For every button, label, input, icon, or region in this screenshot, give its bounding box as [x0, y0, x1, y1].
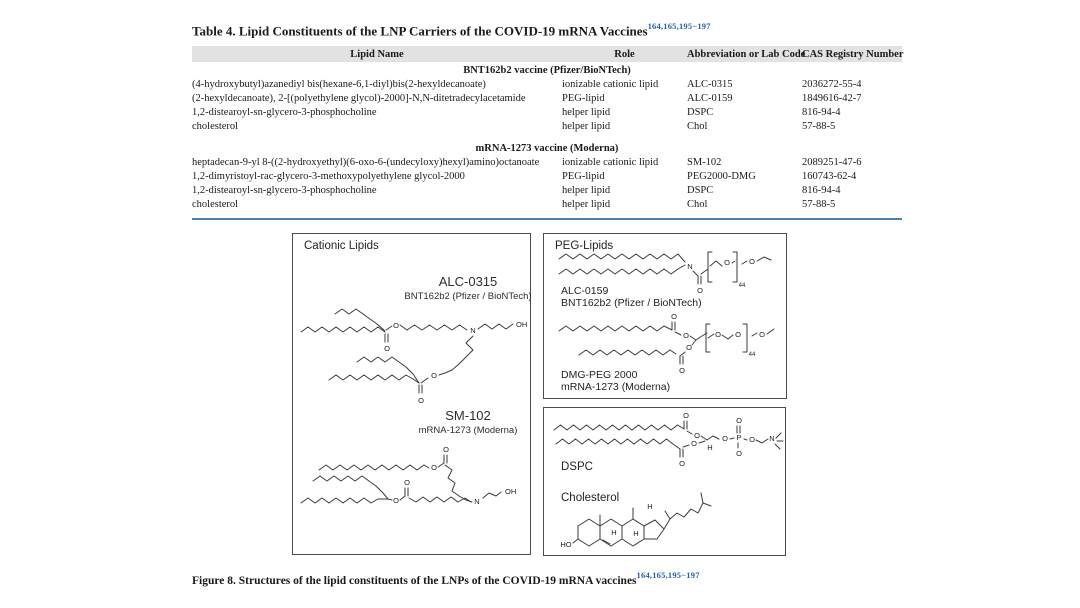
helper-lipids-box	[543, 407, 786, 556]
cell-cas: 1849616-42-7	[802, 93, 862, 104]
alc-0315-skeleton	[301, 309, 527, 405]
cell-abbr: DSPC	[687, 107, 714, 118]
cell-abbr: DSPC	[687, 185, 714, 196]
column-header-role: Role	[614, 48, 635, 60]
cell-cas: 2089251-47-6	[802, 157, 862, 168]
helper-lipids-structures-drawing	[544, 408, 787, 557]
atom-N: N	[769, 434, 775, 443]
atom-N: N	[474, 497, 480, 506]
sm-102-vaccine-label: mRNA-1273 (Moderna)	[418, 425, 518, 436]
atom-O: O	[679, 459, 685, 468]
section-header-bnt162b2: BNT162b2 vaccine (Pfizer/BioNTech)	[463, 65, 631, 76]
atom-O: O	[735, 330, 741, 339]
cell-cas: 57-88-5	[802, 199, 836, 210]
table-row	[192, 184, 902, 198]
cell-cas: 57-88-5	[802, 121, 836, 132]
atom-O: O	[443, 445, 449, 454]
peg-lipids-box-label: PEG-Lipids	[555, 240, 614, 252]
atom-O: O	[683, 411, 689, 420]
cell-abbr: PEG2000-DMG	[687, 171, 756, 182]
cationic-lipids-box-label: Cationic Lipids	[304, 240, 379, 252]
atom-O: O	[686, 343, 692, 352]
atom-O: O	[431, 371, 437, 380]
cell-role: PEG-lipid	[562, 171, 605, 182]
dspc-skeleton	[554, 411, 783, 468]
atom-O: O	[759, 330, 765, 339]
cell-role: helper lipid	[562, 199, 611, 210]
alc-0159-title: ALC-0159	[561, 285, 609, 297]
table-row	[192, 198, 902, 212]
atom-O: O	[691, 439, 697, 448]
atom-O: O	[736, 449, 742, 458]
sm-102-skeleton	[301, 445, 516, 506]
alc-0315-structure-drawing	[293, 306, 532, 416]
dmg-peg-2000-title: DMG-PEG 2000	[561, 369, 638, 381]
atom-OH: OH	[516, 320, 528, 329]
cell-abbr: Chol	[687, 121, 708, 132]
cell-cas: 160743-62-4	[802, 171, 857, 182]
atom-O: O	[736, 416, 742, 425]
atom-O: O	[393, 496, 399, 505]
atom-O: O	[418, 396, 424, 405]
cell-lipid-name: cholesterol	[192, 121, 239, 132]
cell-role: ionizable cationic lipid	[562, 79, 659, 90]
cell-cas: 816-94-4	[802, 107, 841, 118]
atom-N: N	[687, 262, 693, 271]
sm-102-title: SM-102	[445, 408, 491, 423]
atom-O: O	[679, 366, 685, 375]
table-title	[192, 22, 932, 39]
figure-reference-superscript: 164,165,195−197	[636, 570, 700, 580]
alc-0159-vaccine-label: BNT162b2 (Pfizer / BioNTech)	[561, 297, 702, 309]
atom-H: H	[707, 443, 713, 452]
atom-O: O	[724, 258, 730, 267]
atom-O: O	[715, 330, 721, 339]
table-reference-superscript: 164,165,195−197	[647, 21, 711, 31]
table-row	[192, 170, 902, 184]
atom-O: O	[384, 344, 390, 353]
table-row	[192, 106, 902, 120]
cell-lipid-name: (2-hexyldecanoate), 2-[(polyethylene glycol)-2000]-N,N-ditetradecylacetamide	[192, 93, 526, 104]
cationic-lipids-box	[292, 233, 531, 555]
atom-OH: OH	[505, 487, 517, 496]
cell-role: helper lipid	[562, 185, 611, 196]
atom-O: O	[749, 257, 755, 266]
atom-H: H	[611, 528, 617, 537]
table-row	[192, 78, 902, 92]
table-row	[192, 120, 902, 134]
cholesterol-label: Cholesterol	[561, 492, 620, 504]
cell-cas: 816-94-4	[802, 185, 841, 196]
cell-role: helper lipid	[562, 107, 611, 118]
cell-role: helper lipid	[562, 121, 611, 132]
column-header-lipid-name: Lipid Name	[350, 48, 404, 60]
cell-role: PEG-lipid	[562, 93, 605, 104]
alc-0315-title: ALC-0315	[438, 274, 498, 289]
atom-H: H	[647, 502, 653, 511]
atom-O: O	[749, 435, 755, 444]
figure-caption-text: Figure 8. Structures of the lipid constituents of the LNPs of the COVID-19 mRNA vaccines	[192, 574, 637, 587]
column-header-abbreviation: Abbreviation or Lab Code	[687, 48, 806, 60]
cell-abbr: SM-102	[687, 157, 722, 168]
cell-abbr: Chol	[687, 199, 708, 210]
dspc-label: DSPC	[561, 461, 593, 473]
atom-O: O	[431, 463, 437, 472]
cell-abbr: ALC-0159	[687, 93, 733, 104]
column-header-cas: CAS Registry Number	[802, 48, 904, 60]
peg-lipids-box	[543, 233, 787, 399]
atom-N: N	[470, 326, 476, 335]
atom-O: O	[393, 321, 399, 330]
table-row	[192, 156, 902, 170]
section-header-mrna1273: mRNA-1273 vaccine (Moderna)	[475, 143, 619, 154]
lipid-constituents-table	[192, 46, 902, 220]
cell-lipid-name: 1,2-distearoyl-sn-glycero-3-phosphocholine	[192, 185, 377, 196]
cell-lipid-name: (4-hydroxybutyl)azanediyl bis(hexane-6,1-diyl)bis(2-hexyldecanoate)	[192, 79, 486, 90]
table-header-row	[192, 46, 902, 62]
dmg-peg-2000-skeleton	[559, 312, 774, 375]
figure-caption	[192, 571, 932, 587]
repeat-count-44: 44	[738, 283, 746, 289]
table-title-text: Table 4. Lipid Constituents of the LNP Carriers of the COVID-19 mRNA Vaccines	[192, 23, 648, 39]
atom-H: H	[633, 529, 639, 538]
atom-O: O	[671, 312, 677, 321]
cell-cas: 2036272-55-4	[802, 79, 862, 90]
atom-O: O	[683, 331, 689, 340]
repeat-count-44: 44	[748, 352, 756, 358]
cell-lipid-name: 1,2-distearoyl-sn-glycero-3-phosphocholine	[192, 107, 377, 118]
cell-role: ionizable cationic lipid	[562, 157, 659, 168]
dmg-peg-2000-vaccine-label: mRNA-1273 (Moderna)	[561, 381, 671, 393]
cell-lipid-name: cholesterol	[192, 199, 239, 210]
atom-O: O	[404, 478, 410, 487]
atom-P: P	[736, 433, 742, 442]
sm-102-structure-drawing	[293, 439, 532, 551]
cell-lipid-name: heptadecan-9-yl 8-((2-hydroxyethyl)(6-oxo-6-(undecyloxy)hexyl)amino)octanoate	[192, 157, 540, 168]
atom-O: O	[694, 431, 700, 440]
atom-O: O	[697, 286, 703, 295]
atom-O: O	[722, 434, 728, 443]
cell-lipid-name: 1,2-dimyristoyl-rac-glycero-3-methoxypolyethylene glycol-2000	[192, 171, 465, 182]
table-row	[192, 92, 902, 106]
atom-HO: HO	[560, 540, 572, 549]
alc-0315-vaccine-label: BNT162b2 (Pfizer / BioNTech)	[404, 291, 532, 302]
cell-abbr: ALC-0315	[687, 79, 733, 90]
